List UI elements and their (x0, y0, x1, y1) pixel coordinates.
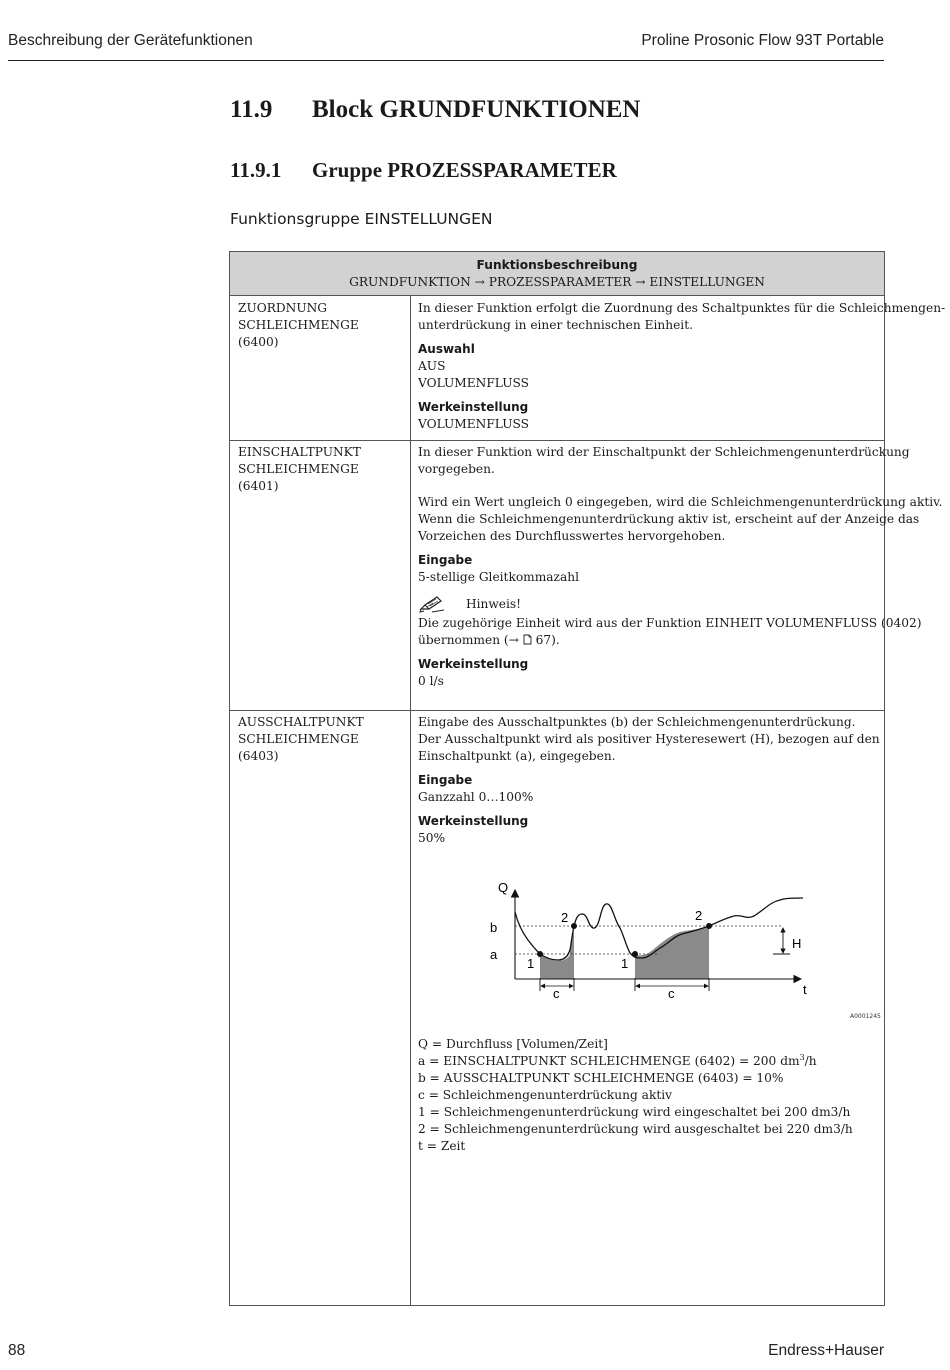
pencil-note-icon (418, 594, 446, 614)
page-number: 88 (8, 1342, 26, 1359)
h-label: H (792, 936, 802, 951)
selection-option: AUS (418, 359, 446, 373)
function-name-cell (238, 444, 406, 495)
input-label: Eingabe (418, 773, 473, 787)
note-text: Die zugehörige Einheit wird aus der Funktion EINHEIT VOLUMENFLUSS (0402) (418, 616, 922, 630)
column-divider (410, 296, 411, 1305)
selection-label: Auswahl (418, 342, 475, 356)
input-label: Eingabe (418, 553, 473, 567)
table-header-title: Funktionsbeschreibung (476, 258, 638, 272)
function-name-cell (238, 714, 406, 765)
function-description-cell (418, 714, 880, 847)
note-text (418, 632, 876, 649)
legend-item: 2 = Schleichmengenunterdrückung wird ausgeschaltet bei 220 dm3/h (418, 1122, 853, 1136)
c-label: c (668, 986, 675, 998)
legend-item: b = AUSSCHALTPUNKT SCHLEICHMENGE (6403) = 10% (418, 1071, 784, 1085)
description-line: Wenn die Schleichmengenunterdrückung aktiv ist, erscheint auf der Anzeige das (418, 512, 920, 526)
note-row (418, 593, 876, 615)
q-axis-label: Q (498, 880, 509, 895)
description-line: In dieser Funktion wird der Einschaltpunkt der Schleichmengenunterdrückung (418, 445, 910, 459)
brand-footer: Endress+Hauser (768, 1342, 884, 1359)
table-header (230, 252, 884, 296)
page-ref-number: 67). (531, 633, 560, 647)
running-header-left: Beschreibung der Gerätefunktionen (8, 32, 253, 49)
function-group-heading: Funktionsgruppe EINSTELLUNGEN (230, 210, 493, 228)
legend-item: t = Zeit (418, 1139, 466, 1153)
point-1-label: 1 (621, 956, 629, 971)
switch-on-point (632, 951, 638, 957)
function-table (229, 251, 946, 1306)
b-label: b (490, 920, 498, 935)
table-header-path: GRUNDFUNKTION → PROZESSPARAMETER → EINSTELLUNGEN (349, 275, 765, 289)
row-divider (230, 440, 884, 441)
diagram-legend (418, 1036, 876, 1155)
default-value: 0 l/s (418, 674, 444, 688)
hysteresis-diagram (488, 880, 828, 998)
function-name-cell (238, 300, 406, 351)
function-code: (6401) (238, 479, 279, 493)
default-value: VOLUMENFLUSS (418, 417, 529, 431)
legend-text: /h (804, 1054, 817, 1068)
point-2-label: 2 (561, 910, 569, 925)
c-label: c (553, 986, 560, 998)
description-line: In dieser Funktion erfolgt die Zuordnung des Schaltpunktes für die Schleichmengen- (418, 301, 946, 315)
function-name-line: AUSSCHALTPUNKT (238, 715, 364, 729)
t-axis-label: t (803, 982, 807, 997)
selection-option: VOLUMENFLUSS (418, 376, 529, 390)
legend-text: a = EINSCHALTPUNKT SCHLEICHMENGE (6402) = 200 dm (418, 1054, 800, 1068)
default-label: Werkeinstellung (418, 814, 529, 828)
subsection-number: 11.9.1 (230, 158, 282, 182)
page-reference-icon (523, 634, 532, 645)
subsection-title: Gruppe PROZESSPARAMETER (312, 158, 617, 182)
description-line: Eingabe des Ausschaltpunktes (b) der Schleichmengenunterdrückung. (418, 715, 856, 729)
function-name-line: ZUORDNUNG (238, 301, 328, 315)
function-name-line: SCHLEICHMENGE (238, 318, 359, 332)
section-title: Block GRUNDFUNKTIONEN (312, 96, 641, 123)
input-value: 5-stellige Gleitkommazahl (418, 570, 579, 584)
description-line: Wird ein Wert ungleich 0 eingegeben, wird die Schleichmengenunterdrückung aktiv. (418, 495, 943, 509)
default-label: Werkeinstellung (418, 400, 529, 414)
subsection-heading (230, 158, 617, 183)
description-line: Vorzeichen des Durchflusswertes hervorgehoben. (418, 529, 726, 543)
function-description-cell (418, 300, 946, 433)
page-ref-prefix: übernommen (→ (418, 633, 523, 647)
point-2-label: 2 (695, 908, 703, 923)
switch-off-point (706, 923, 712, 929)
legend-item: c = Schleichmengenunterdrückung aktiv (418, 1088, 673, 1102)
section-heading (230, 96, 641, 124)
legend-item (418, 1053, 876, 1070)
input-value: Ganzzahl 0…100% (418, 790, 534, 804)
description-line: unterdrückung in einer technischen Einheit. (418, 318, 693, 332)
default-label: Werkeinstellung (418, 657, 529, 671)
function-name-line: SCHLEICHMENGE (238, 462, 359, 476)
legend-superscript: 3 (799, 1053, 805, 1062)
description-line: Der Ausschaltpunkt wird als positiver Hysteresewert (H), bezogen auf den (418, 732, 880, 746)
a-label: a (490, 947, 498, 962)
function-name-line: SCHLEICHMENGE (238, 732, 359, 746)
section-number: 11.9 (230, 96, 273, 123)
function-name-line: EINSCHALTPUNKT (238, 445, 361, 459)
row-divider (230, 710, 884, 711)
switch-on-point (537, 951, 543, 957)
function-description-cell (418, 444, 943, 690)
function-code: (6400) (238, 335, 279, 349)
header-rule (8, 60, 884, 61)
description-line: vorgegeben. (418, 462, 495, 476)
default-value: 50% (418, 831, 446, 845)
description-line: Einschaltpunkt (a), eingegeben. (418, 749, 616, 763)
point-1-label: 1 (527, 956, 535, 971)
figure-id: A0001245 (850, 1013, 881, 1020)
switch-off-point (571, 923, 577, 929)
running-header-right: Proline Prosonic Flow 93T Portable (641, 32, 884, 49)
function-code: (6403) (238, 749, 279, 763)
legend-item: 1 = Schleichmengenunterdrückung wird eingeschaltet bei 200 dm3/h (418, 1105, 851, 1119)
note-label: Hinweis! (466, 596, 522, 611)
legend-item: Q = Durchfluss [Volumen/Zeit] (418, 1037, 608, 1051)
